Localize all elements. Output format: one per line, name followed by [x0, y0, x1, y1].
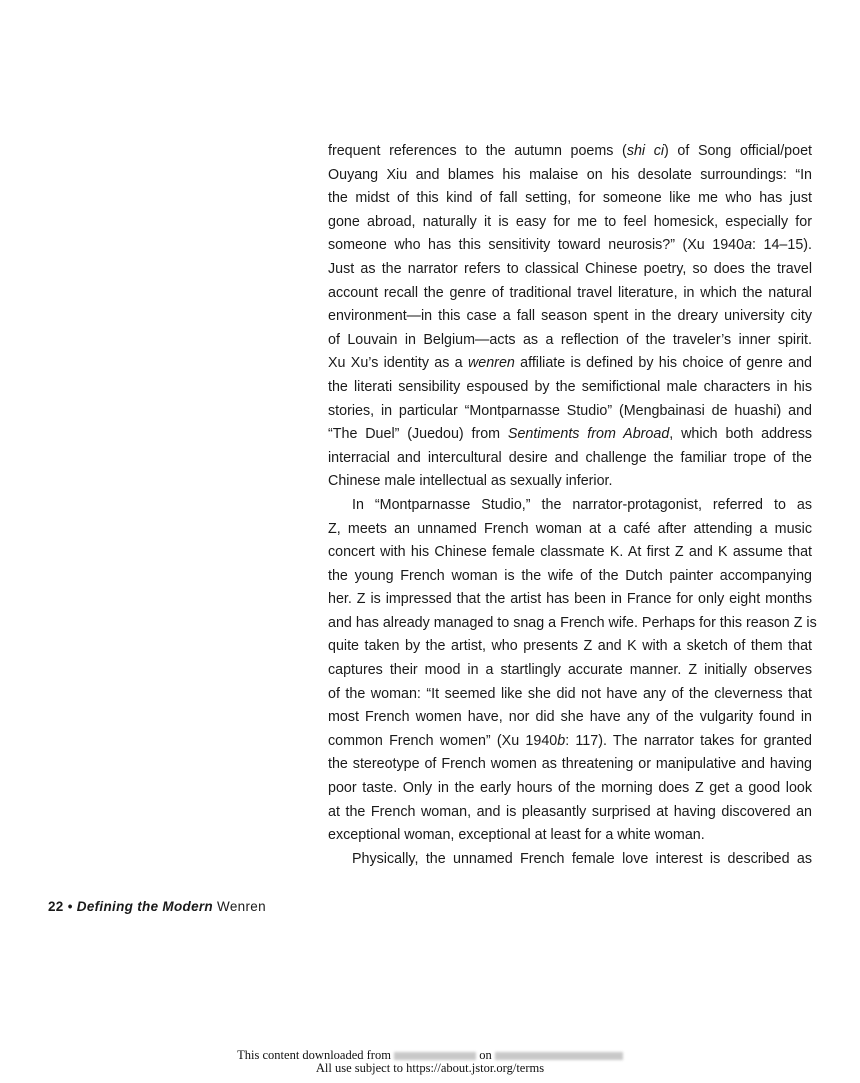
text-line [328, 801, 812, 825]
text-run: gone abroad, naturally it is easy for me to feel homesick, especially for [328, 213, 812, 230]
text-line [328, 470, 812, 494]
body-text [328, 140, 817, 871]
book-title-roman: Wenren [217, 899, 266, 914]
text-line [328, 258, 812, 282]
text-run: the literati sensibility espoused by the semifictional male characters in his [328, 378, 812, 395]
text-line [328, 305, 812, 329]
book-title-italic: Defining the Modern [76, 899, 213, 914]
text-run: of the woman: “It seemed like she did not have any of the cleverness that [328, 685, 812, 702]
text-line [328, 494, 812, 518]
text-run: someone who has this sensitivity toward neurosis?” (Xu 1940 [328, 237, 745, 254]
text-run: concert with his Chinese female classmate K. At first Z and K assume that [328, 544, 812, 561]
jstor-footer [0, 1049, 860, 1075]
text-line [328, 352, 812, 376]
terms-notice: All use subject to https://about.jstor.org/terms [315, 1061, 545, 1075]
text-line [328, 612, 817, 636]
text-line [328, 282, 812, 306]
text-line [328, 706, 812, 730]
text-line [328, 659, 812, 683]
text-run: , which both address [669, 426, 812, 443]
text-line [328, 777, 812, 801]
text-line [328, 423, 812, 447]
text-run: Physically, the unnamed French female love interest is described as [352, 850, 812, 867]
italic-text: b [557, 732, 566, 749]
text-line [328, 683, 812, 707]
page-number: 22 [48, 899, 64, 914]
italic-text: Sentiments from Abroad [507, 426, 670, 443]
text-line [328, 187, 812, 211]
text-run: captures their mood in a startlingly accurate manner. Z initially observes [328, 662, 812, 679]
text-line [328, 211, 812, 235]
download-notice: This content downloaded from on [0, 1049, 860, 1062]
italic-text: a [744, 237, 753, 254]
redacted-date [495, 1052, 623, 1060]
text-run: Chinese male intellectual as sexually inferior. [328, 473, 613, 490]
text-run: exceptional woman, exceptional at least for a white woman. [328, 827, 705, 844]
bullet: • [67, 899, 73, 914]
text-line [328, 376, 812, 400]
running-foot [48, 899, 266, 914]
text-run: affiliate is defined by his choice of genre and [514, 355, 812, 372]
text-run: her. Z is impressed that the artist has been in France for only eight months [328, 591, 812, 608]
text-run: the midst of this kind of fall setting, for someone like me who has just [328, 190, 812, 207]
text-run: Xu Xu’s identity as a [328, 355, 468, 372]
text-run: and has already managed to snag a French wife. Perhaps for this reason Z is [328, 614, 817, 631]
text-line [328, 164, 812, 188]
text-run: “The Duel” (Juedou) from [328, 426, 508, 443]
text-line [328, 730, 812, 754]
text-line [328, 588, 812, 612]
text-line [328, 329, 812, 353]
text-run: the stereotype of French women as threatening or manipulative and having [328, 756, 812, 773]
text-line [328, 824, 812, 848]
text-line [328, 140, 812, 164]
text-run: the young French woman is the wife of the Dutch painter accompanying [328, 567, 812, 584]
text-run: environment—in this case a fall season spent in the dreary university city [328, 308, 812, 325]
text-line [328, 400, 812, 424]
text-run: ) of Song official/poet [664, 143, 813, 159]
text-run: common French women” (Xu 1940 [328, 732, 558, 749]
text-run: stories, in particular “Montparnasse Studio” (Mengbainasi de huashi) and [328, 402, 812, 419]
text-line [328, 635, 812, 659]
italic-text: shi ci [626, 143, 665, 159]
text-run: Z, meets an unnamed French woman at a café after attending a music [328, 520, 812, 537]
text-run: : 117). The narrator takes for granted [565, 732, 812, 749]
text-line [328, 234, 812, 258]
redacted-ip [394, 1052, 476, 1060]
text-run: poor taste. Only in the early hours of the morning does Z get a good look [328, 780, 812, 797]
text-run: account recall the genre of traditional travel literature, in which the natural [328, 284, 812, 301]
text-line [328, 447, 812, 471]
text-line [328, 848, 812, 872]
text-run: Just as the narrator refers to classical Chinese poetry, so does the travel [328, 260, 812, 277]
text-run: most French women have, nor did she have any of the vulgarity found in [328, 709, 812, 726]
text-line [328, 565, 812, 589]
text-line [328, 753, 812, 777]
text-run: Ouyang Xiu and blames his malaise on his desolate surroundings: “In [328, 166, 812, 183]
text-run: interracial and intercultural desire and challenge the familiar trope of the [328, 449, 812, 466]
text-run: frequent references to the autumn poems ( [328, 143, 627, 159]
text-line [328, 518, 812, 542]
text-run: In “Montparnasse Studio,” the narrator-protagonist, referred to as [352, 496, 812, 513]
text-run: of Louvain in Belgium—acts as a reflection of the traveler’s inner spirit. [328, 331, 812, 348]
text-line [328, 541, 812, 565]
text-run: : 14–15). [752, 237, 812, 254]
text-run: at the French woman, and is pleasantly surprised at having discovered an [328, 803, 812, 820]
italic-text: wenren [467, 355, 515, 372]
text-run: quite taken by the artist, who presents Z and K with a sketch of them that [328, 638, 812, 655]
